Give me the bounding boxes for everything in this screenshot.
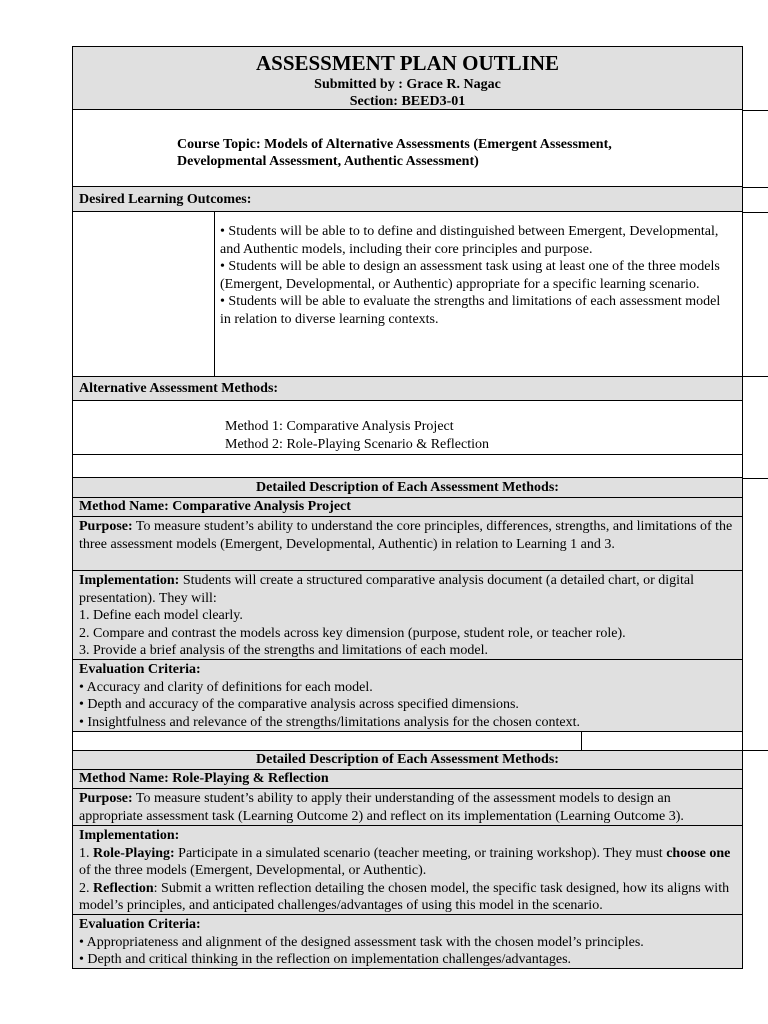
section1-step: 2. Compare and contrast the models across key dimension (purpose, student role, or teacher role).	[79, 625, 626, 641]
table-edge-line	[743, 750, 768, 751]
step-1-emphasis: choose one	[666, 845, 731, 861]
section1-criteria-row	[72, 659, 743, 732]
outcomes-divider	[214, 212, 215, 376]
section1-criteria-label: Evaluation Criteria:	[79, 662, 201, 677]
outcome-item: • Students will be able to design an assessment task using at least one of the three models (Emergent, Developmental, or Authentic) appropriate for a specific learning scenario.	[220, 259, 720, 292]
course-topic-line1: Course Topic: Models of Alternative Assessments (Emergent Assessment,	[177, 137, 612, 152]
section-label: Section: BEED3-01	[349, 94, 466, 109]
section2-implementation-label: Implementation:	[79, 828, 180, 843]
outcome-item: • Students will be able to to define and distinguished between Emergent, Developmental, and Authentic models, including their core principles and purpose.	[220, 224, 719, 257]
section2-step-2	[79, 880, 736, 915]
table-edge-line	[743, 376, 768, 377]
section2-heading-row	[72, 750, 743, 770]
step-2-text: : Submit a written reflection detailing the chosen model, the specific task designed, how its aligns with model’s principles, and anticipated challenges/advantages of using this model in the scenario.	[79, 880, 730, 913]
section2-implementation	[73, 826, 742, 915]
section1-heading: Detailed Description of Each Assessment Methods:	[256, 480, 559, 495]
section2-criteria	[73, 915, 742, 969]
step-number: 1.	[79, 845, 93, 861]
outcomes-body-row	[72, 211, 743, 377]
step-1-title: Role-Playing:	[93, 845, 175, 861]
methods-list-row	[72, 400, 743, 455]
section1-criterion: • Depth and accuracy of the comparative analysis across specified dimensions.	[79, 697, 519, 712]
spacer-row	[72, 454, 743, 478]
methods-heading-row	[72, 376, 743, 401]
course-topic-line2: Developmental Assessment, Authentic Assessment)	[177, 154, 479, 169]
section1-implementation-row	[72, 570, 743, 660]
step-number: 2.	[79, 880, 93, 896]
spacer-divider	[581, 732, 582, 750]
section1-step: 3. Provide a brief analysis of the strengths and limitations of each model.	[79, 643, 489, 658]
header-block	[72, 46, 743, 110]
submitted-by: Submitted by : Grace R. Nagac	[314, 77, 501, 92]
section1-criterion: • Accuracy and clarity of definitions for each model.	[79, 679, 373, 695]
table-edge-line	[743, 110, 768, 111]
section2-step-1	[79, 845, 736, 880]
section1-criterion: • Insightfulness and relevance of the strengths/limitations analysis for the chosen context.	[79, 714, 580, 730]
section1-purpose-text: To measure student’s ability to understand the core principles, differences, strengths, and limitations of the three assessment models (Emergent, Developmental, Authentic) in relation to Learning 1 and 3.	[79, 519, 733, 552]
course-topic-block	[72, 109, 743, 187]
document-title: ASSESSMENT PLAN OUTLINE	[255, 51, 560, 75]
section1-method-name: Method Name: Comparative Analysis Project	[79, 499, 351, 514]
section2-criteria-row	[72, 914, 743, 969]
spacer-row-2	[72, 731, 743, 751]
section1-criteria	[73, 660, 742, 731]
section1-heading-row	[72, 477, 743, 498]
outcome-item: • Students will be able to evaluate the strengths and limitations of each assessment model in relation to diverse learning contexts.	[220, 294, 721, 327]
section2-method-name: Method Name: Role-Playing & Reflection	[79, 771, 329, 786]
step-1-text-a: Participate in a simulated scenario (teacher meeting, or training workshop). They must	[174, 845, 667, 861]
section1-implementation	[73, 571, 742, 660]
section1-method-name-row	[72, 497, 743, 517]
section1-implementation-label: Implementation:	[79, 573, 180, 588]
section2-purpose-text: To measure student’s ability to apply their understanding of the assessment models to design an appropriate assessment task (Learning Outcome 2) and reflect on its implementation (Learning Outcome 3).	[79, 791, 684, 824]
section1-step: 1. Define each model clearly.	[79, 608, 243, 623]
section1-implementation-intro	[79, 572, 736, 607]
section1-purpose-row	[72, 516, 743, 571]
table-edge-line	[743, 478, 768, 479]
outcomes-heading: Desired Learning Outcomes:	[79, 192, 252, 207]
section2-purpose-row	[72, 788, 743, 826]
section1-purpose	[73, 517, 742, 553]
method-2: Method 2: Role-Playing Scenario & Reflection	[225, 437, 490, 452]
table-edge-line	[743, 212, 768, 213]
step-1-text-b: of the three models (Emergent, Developmental, or Authentic).	[79, 863, 427, 878]
step-2-title: Reflection	[93, 880, 154, 896]
section2-implementation-row	[72, 825, 743, 915]
section2-criterion: • Depth and critical thinking in the reflection on implementation challenges/advantages.	[79, 952, 572, 967]
section2-method-name-row	[72, 769, 743, 789]
section2-purpose-label: Purpose:	[79, 791, 133, 806]
method-1: Method 1: Comparative Analysis Project	[225, 419, 454, 434]
section2-heading: Detailed Description of Each Assessment Methods:	[256, 752, 559, 767]
section1-implementation-text: Students will create a structured comparative analysis document (a detailed chart, or digital presentation). They will:	[79, 573, 695, 606]
outcomes-heading-row	[72, 186, 743, 212]
methods-heading: Alternative Assessment Methods:	[79, 381, 279, 396]
section2-purpose	[73, 789, 742, 825]
section1-purpose-label: Purpose:	[79, 519, 133, 534]
section2-criterion: • Appropriateness and alignment of the designed assessment task with the chosen model’s principles.	[79, 934, 644, 950]
table-edge-line	[743, 187, 768, 188]
outcomes-list	[220, 223, 732, 328]
section2-criteria-label: Evaluation Criteria:	[79, 917, 201, 932]
